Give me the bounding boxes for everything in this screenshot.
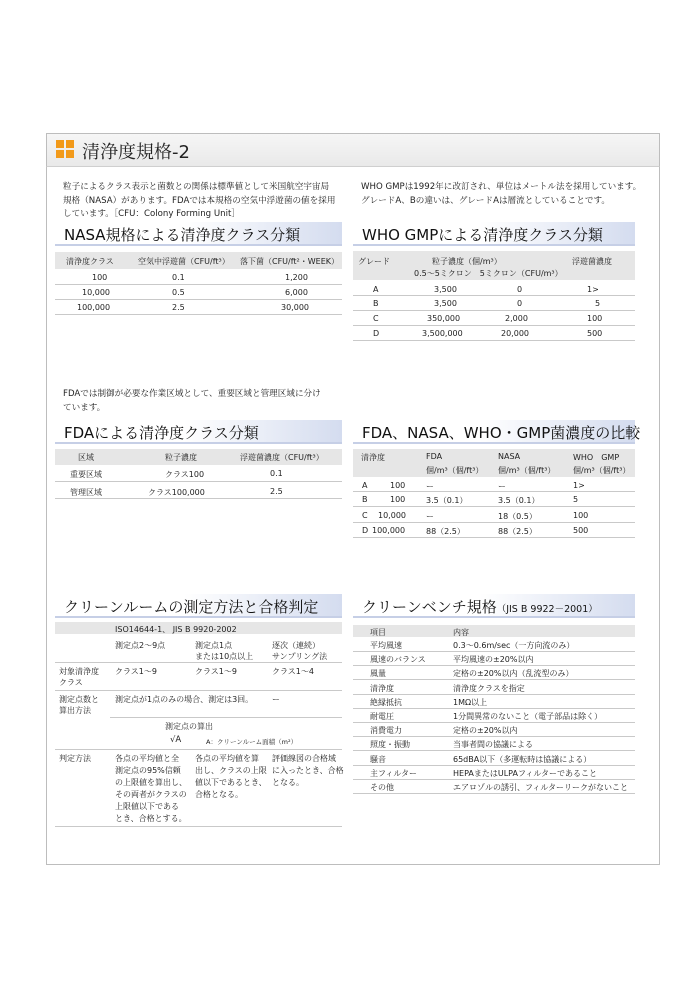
who-cell: 0 [517,299,523,308]
compare-header-who: WHO GMP [573,453,620,462]
compare-subheader: 個/m³（個/ft³） [426,466,484,475]
measure-row-label: 判定方法 [59,754,91,763]
bench-content: 1MΩ以上 [453,697,488,707]
compare-subheader: 個/m³（個/ft³） [498,466,556,475]
grid-icon [56,140,74,158]
measure-col-header: 測定点1点 [195,641,233,650]
bench-item: 風速のバランス [370,655,426,665]
nasa-cell: 100,000 [77,303,111,312]
bench-content: 定格の±20%以内 [453,726,518,736]
compare-cell: 18（0.5） [498,512,537,521]
fda-cell: 管理区域 [70,488,102,497]
measure-cell: クラス1〜4 [272,667,314,676]
page-title: 清浄度規格-2 [82,142,190,163]
nasa-header-air: 空気中浮遊菌（CFU/ft³） [138,257,230,266]
bench-item: その他 [370,783,394,792]
bench-content: 0.3〜0.6m/sec（一方向流のみ） [453,641,575,650]
nasa-cell: 0.5 [172,288,185,297]
measure-calc-title: 測定点の算出 [165,722,213,731]
bench-item: 消費電力 [370,726,402,736]
compare-cell: 3.5（0.1） [498,496,540,505]
divider [55,284,342,285]
bench-content: エアロゾルの誘引、フィルターリークがないこと [453,783,629,792]
bench-header-bg [353,625,635,637]
divider [353,679,635,680]
bench-content: 当事者間の協議による [453,740,533,750]
bench-item: 照度・振動 [370,740,410,750]
measure-cell: クラス1〜9 [115,667,157,676]
bench-item: 絶縁抵抗 [370,697,402,707]
compare-header-nasa: NASA [498,452,521,461]
who-cell: 100 [587,314,603,323]
measure-col-header: 測定点2〜9点 [115,641,166,650]
bench-item: 風量 [370,669,386,679]
who-cell: 20,000 [501,329,529,338]
measure-standard: ISO14644-1、 JIS B 9920-2002 [115,625,237,634]
divider [353,310,635,311]
who-cell: B [373,299,379,308]
divider [55,498,342,499]
nasa-cell: 0.1 [172,273,185,282]
compare-cell: 100 [573,511,589,520]
compare-cell: 500 [573,526,589,535]
divider [353,779,635,780]
measure-cell: クラス1〜9 [195,667,237,676]
compare-cell: B [362,495,368,504]
divider [353,295,635,296]
nasa-cell: 1,200 [285,273,308,282]
bench-content: 清浄度クラスを指定 [453,683,525,693]
nasa-cell: 2.5 [172,303,185,312]
who-cell: 3,500 [434,285,457,294]
divider [353,694,635,695]
measure-cell: ー [272,695,280,704]
divider [353,793,635,794]
nasa-header-fall: 落下菌（CFU/ft²・WEEK） [240,257,340,266]
measure-calc-formula: √A [170,735,182,745]
compare-cell: 100 [390,481,406,490]
measure-row-label: クラス [59,678,83,687]
who-cell: 500 [587,329,603,338]
divider [353,750,635,751]
compare-cell: 88（2.5） [426,527,465,536]
measure-row-label: 対象清浄度 [59,667,99,676]
fda-cell: 2.5 [270,487,283,496]
who-subheader: 0.5〜5ミクロン 5ミクロン（CFU/m³） [414,269,563,278]
nasa-cell: 6,000 [285,288,308,297]
who-cell: C [373,314,379,323]
divider [353,722,635,723]
fda-title: FDAによる清浄度クラス分類 [64,424,259,442]
nasa-cell: 100 [92,273,108,282]
bench-item: 耐電圧 [370,712,394,721]
bench-content: 1分間異常のないこと（電子部品は除く） [453,712,603,721]
fda-cell: 重要区域 [70,470,102,479]
who-cell: 1> [587,285,599,294]
who-cell: 5 [595,299,601,308]
who-header-particle: 粒子濃度（個/m³） [432,257,502,266]
compare-cell: ー [498,482,506,491]
intro-left: 粒子によるクラス表示と菌数との関係は標準値として米国航空宇宙局 規格（NASA）があります。FDAでは本規格の空気中浮遊菌の値を採用 しています。［CFU：Colony Forming Unit］ [63,182,336,219]
fda-cell: クラス100,000 [148,488,205,497]
who-cell: 350,000 [427,314,461,323]
compare-cell: A [362,481,368,490]
bench-item: 平均風速 [370,641,402,650]
compare-cell: 1> [573,481,585,490]
measure-judge-col2: 各点の平均値を算 出し、クラスの上限 値以下であるとき、 合格となる。 [195,754,267,799]
divider [353,736,635,737]
bench-content: HEPAまたはULPAフィルターであること [453,768,597,778]
fda-cell: 0.1 [270,469,283,478]
compare-cell: 88（2.5） [498,527,537,536]
bench-header-content: 内容 [453,628,469,637]
compare-header-fda: FDA [426,452,443,461]
compare-title: FDA、NASA、WHO・GMP菌濃度の比較 [362,424,641,442]
divider [353,491,635,492]
measure-row-label: 測定点数と [59,695,99,704]
divider [353,506,635,507]
compare-cell: 100,000 [372,526,406,535]
compare-cell: 5 [573,495,579,504]
divider [353,325,635,326]
fda-cell: クラス100 [165,470,205,479]
who-header-grade: グレード [358,257,390,266]
divider [353,765,635,766]
divider [353,522,635,523]
divider [55,299,342,300]
measure-judge-col3: 評価線図の合格域 に入ったとき、合格 となる。 [272,754,344,787]
nasa-cell: 10,000 [82,288,110,297]
nasa-title: NASA規格による清浄度クラス分類 [64,226,301,244]
compare-cell: 3.5（0.1） [426,496,468,505]
divider [55,749,342,750]
divider [353,537,635,538]
measure-row-label: 算出方法 [59,706,91,715]
intro-right: WHO GMPは1992年に改訂され、単位はメートル法を採用しています。 グレードA、Bの違いは、グレードAは層流としていることです。 [361,182,642,206]
compare-cell: ー [426,482,434,491]
nasa-header-class: 清浄度クラス [66,257,114,266]
compare-cell: 10,000 [378,511,406,520]
who-cell: 2,000 [505,314,528,323]
who-header-bacteria: 浮遊菌濃度 [572,257,612,266]
divider [353,651,635,652]
divider [55,826,342,827]
bench-item: 主フィルター [370,768,418,778]
compare-cell: ー [426,512,434,521]
compare-cell: D [362,526,369,535]
who-cell: 0 [517,285,523,294]
bench-header-item: 項目 [370,628,386,637]
who-cell: D [373,329,380,338]
bench-content: 65dBA以下（多運転時は協議による） [453,754,592,764]
measure-cell: 測定点が1点のみの場合、測定は3回。 [115,695,254,704]
measure-col-header: または10点以上 [195,652,254,661]
bench-item: 騒音 [370,754,386,764]
fda-header-zone: 区域 [78,453,94,462]
divider [55,481,342,482]
who-cell: 3,500,000 [422,329,463,338]
divider [353,665,635,666]
compare-cell: 100 [390,495,406,504]
bench-content: 平均風速の±20%以内 [453,655,534,665]
measure-calc-note: A：クリーンルーム面積（m²） [206,738,298,746]
divider [55,662,342,663]
nasa-cell: 30,000 [281,303,309,312]
measure-judge-col1: 各点の平均値と全 測定点の95%信頼 の上限値を算出し、 その両者がクラスの 上限値以下である とき、合格とする。 [115,754,187,823]
who-cell: 3,500 [434,299,457,308]
fda-header-bacteria: 浮遊菌濃度（CFU/ft³） [240,453,324,462]
who-title: WHO GMPによる清浄度クラス分類 [362,226,603,244]
fda-note: FDAでは制御が必要な作業区域として、重要区域と管理区域に分け ています。 [63,389,321,413]
measure-col-header: サンプリング法 [272,652,328,661]
bench-content: 定格の±20%以内（乱流型のみ） [453,669,574,679]
bench-item: 清浄度 [370,683,394,693]
measure-title: クリーンルームの測定方法と合格判定 [64,598,319,616]
divider [110,717,342,718]
divider [55,314,342,315]
bench-title: クリーンベンチ規格（JIS B 9922－2001） [362,598,598,616]
divider [353,708,635,709]
measure-col-header: 逐次（連続） [272,641,320,650]
who-cell: A [373,285,379,294]
divider [353,340,635,341]
divider [55,690,342,691]
compare-cell: C [362,511,368,520]
compare-subheader: 個/m³（個/ft³） [573,466,631,475]
fda-header-particle: 粒子濃度 [165,453,197,462]
compare-header-class: 清浄度 [361,453,385,462]
